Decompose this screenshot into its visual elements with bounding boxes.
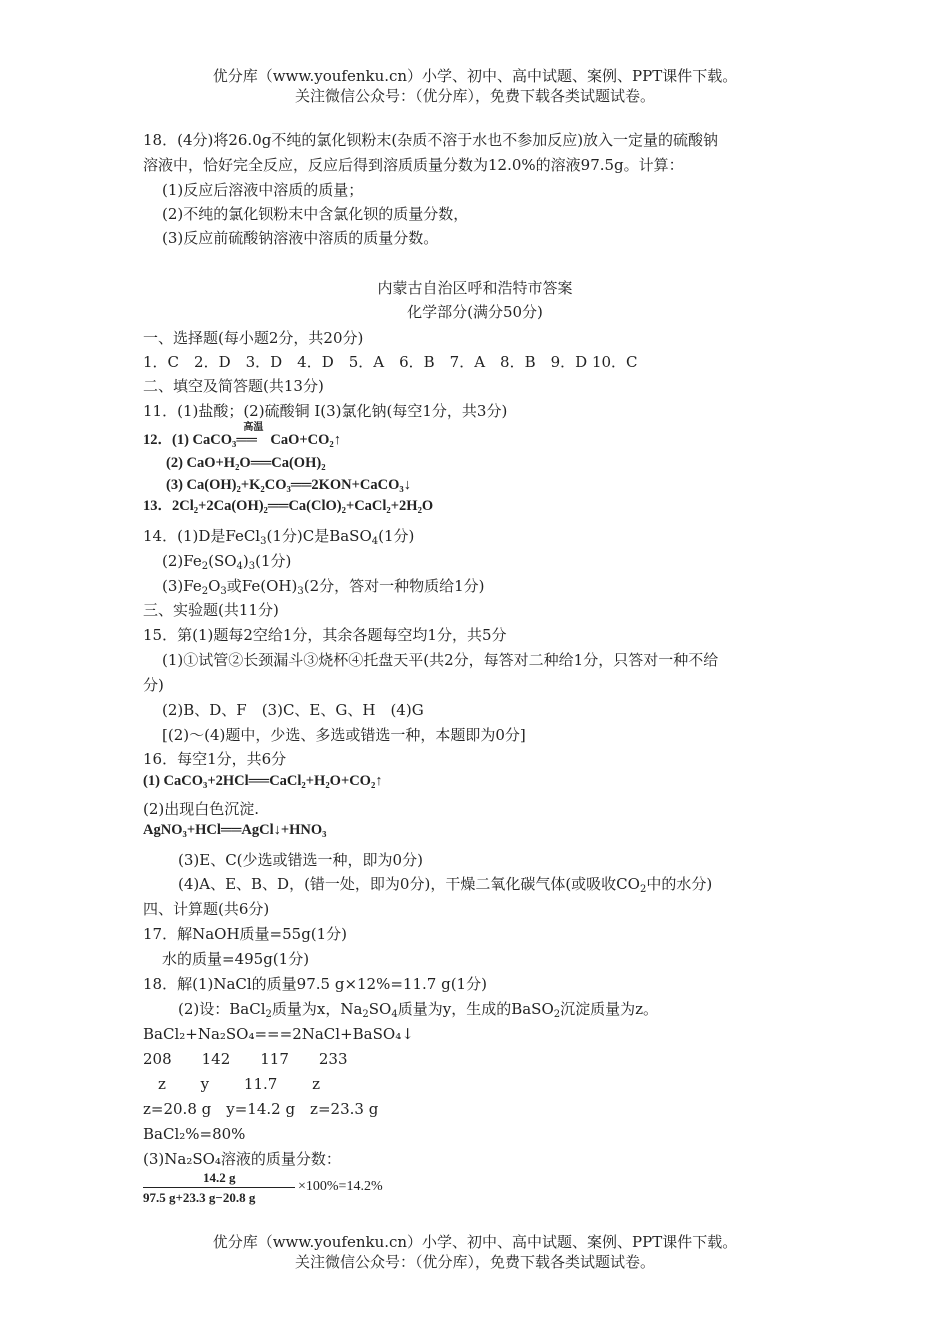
q18-variables: z y 11.7 z (143, 1075, 320, 1093)
answer-title: 内蒙古自治区呼和浩特市答案 (377, 279, 573, 297)
fraction-result: ×100%=14.2% (298, 1179, 383, 1194)
q16-eq-2: AgNO₃+HCl══AgCl↓+HNO₃ (143, 822, 327, 838)
fraction-numerator: 14.2 g (203, 1170, 236, 1185)
q18-part-3: (3)Na₂SO₄溶液的质量分数： (143, 1150, 341, 1168)
q18-molar-masses: 208 142 117 233 (143, 1050, 348, 1068)
header-line-2: 关注微信公众号：（优分库），免费下载各类试题试卷。 (294, 87, 655, 105)
q16-scoring: 16．每空1分，共6分 (143, 750, 287, 768)
q13-eq: 13．2Cl₂+2Ca(OH)₂══Ca(ClO)₂+CaCl₂+2H₂O (143, 498, 434, 514)
q18-line-1: 18．(4分)将26.0g不纯的氯化钡粉末(杂质不溶于水也不参加反应)放入一定量的硫酸钠 (143, 131, 719, 149)
q15-note: [(2)～(4)题中，少选、多选或错选一种，本题即为0分] (162, 726, 526, 744)
q18-solution-2: (2)设：BaCl$_2$质量为x，$Na_2SO_4$质量为y，生成的BaSO$_2$沉淀质量为z。 (178, 1000, 659, 1020)
q18-equation: BaCl₂+Na₂SO₄===2NaCl+BaSO₄↓ (143, 1025, 414, 1043)
q18-results: z=20.8 g y=14.2 g z=23.3 g (143, 1100, 379, 1118)
q12-eq-1: 12．(1) CaCO₃ 高温 ══ CaO+CO₂↑ (143, 422, 341, 448)
q18-solution-1: 18．解(1)NaCl的质量97.5 g×12%=11.7 g(1分) (143, 975, 487, 993)
q18-line-2: 溶液中，恰好完全反应，反应后得到溶质质量分数为12.0%的溶液97.5g。计算： (143, 156, 684, 174)
q12-eq-3: (3) Ca(OH)₂+K₂CO₃══2KON+CaCO₃↓ (166, 477, 411, 493)
footer-line-1: 优分库（www.youfenku.cn）小学、初中、高中试题、案例、PPT课件下载。 (212, 1233, 738, 1251)
q16-part-2: (2)出现白色沉淀. (143, 800, 260, 818)
section-4-heading: 四、计算题(共6分) (143, 900, 270, 918)
q18-item-3: (3)反应前硫酸钠溶液中溶质的质量分数。 (162, 229, 439, 247)
q12-eq-2: (2) CaO+H₂O══Ca(OH)₂ (166, 455, 326, 471)
q11-answer: 11．(1)盐酸；(2)硫酸铜 I(3)氯化钠(每空1分，共3分) (143, 402, 508, 420)
q16-eq-1: (1) CaCO₃+2HCl══CaCl₂+H₂O+CO₂↑ (143, 773, 383, 789)
q15-scoring: 15．第(1)题每2空给1分，其余各题每空均1分，共5分 (143, 626, 507, 644)
q17-line-2: 水的质量=495g(1分) (162, 950, 310, 968)
q15-part-1b: 分) (143, 676, 164, 694)
section-1-answers: 1．C 2．D 3．D 4．D 5．A 6．B 7．A 8．B 9．D 10．C (143, 353, 638, 371)
section-1-heading: 一、选择题(每小题2分，共20分) (143, 329, 364, 347)
q14-line-1: 14．(1)D是FeCl$_3$(1分)C是BaSO$_4$(1分) (143, 527, 415, 547)
fraction-bar (143, 1187, 295, 1188)
q14-line-2: $(2)Fe_2(SO_4)_3(1$分) (162, 552, 292, 572)
q18-percent: BaCl₂%=80% (143, 1125, 246, 1143)
q17-line-1: 17．解NaOH质量=55g(1分) (143, 925, 348, 943)
answer-subtitle: 化学部分(满分50分) (407, 303, 543, 321)
q15-part-1a: (1)①试管②长颈漏斗③烧杯④托盘天平(共2分，每答对二种给1分，只答对一种不给 (162, 651, 719, 669)
header-line-1: 优分库（www.youfenku.cn）小学、初中、高中试题、案例、PPT课件下载。 (212, 67, 738, 85)
footer-line-2: 关注微信公众号：（优分库），免费下载各类试题试卷。 (294, 1253, 655, 1271)
q16-part-3: (3)E、C(少选或错选一种，即为0分) (178, 851, 423, 869)
q14-line-3: $(3)Fe_2O_3$或$Fe(OH)_3(2$分，答对一种物质给1分) (162, 577, 485, 597)
q18-item-2: (2)不纯的氯化钡粉末中含氯化钡的质量分数， (162, 205, 469, 223)
q15-part-2: (2)B、D、F (3)C、E、G、H (4)G (162, 701, 424, 719)
section-2-heading: 二、填空及简答题(共13分) (143, 377, 324, 395)
q18-item-1: (1)反应后溶液中溶质的质量； (162, 181, 364, 199)
q16-part-4: (4)A、E、B、D，(错一处，即为0分)，干燥二氧化碳气体(或吸收$CO_2$中的水分) (178, 875, 713, 895)
section-3-heading: 三、实验题(共11分) (143, 601, 279, 619)
fraction-denominator: 97.5 g+23.3 g−20.8 g (143, 1190, 256, 1205)
